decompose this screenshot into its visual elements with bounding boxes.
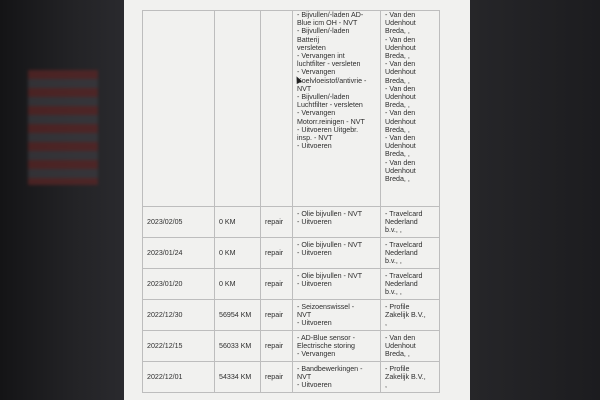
garage-cell: - Travelcard Nederland b.v., , bbox=[381, 207, 440, 238]
mileage-cell: 0 KM bbox=[215, 207, 261, 238]
garage-cell: - Van den Udenhout Breda, , - Van den Udenhout Breda, , - Van den Udenhout Breda, , - Van den Udenhout Breda, , - Van den Udenhout Breda, , - Van den Udenhout Breda, , - Van den Udenhout Breda, , bbox=[381, 11, 440, 207]
garage-cell: - Profile Zakelijk B.V., , bbox=[381, 300, 440, 331]
blurred-flag-background bbox=[28, 70, 98, 185]
type-cell: repair bbox=[261, 238, 293, 269]
garage-cell: - Travelcard Nederland b.v., , bbox=[381, 269, 440, 300]
mileage-cell: 0 KM bbox=[215, 269, 261, 300]
date-cell: 2023/02/05 bbox=[143, 207, 215, 238]
date-cell: 2022/12/01 bbox=[143, 362, 215, 393]
photo-backdrop-right bbox=[470, 0, 600, 400]
type-cell: repair bbox=[261, 269, 293, 300]
date-cell: 2022/12/15 bbox=[143, 331, 215, 362]
garage-cell: - Travelcard Nederland b.v., , bbox=[381, 238, 440, 269]
activities-cell: - Bijvullen/-laden AD- Blue icm OH - NVT - Bijvullen/-laden Batterij versleten - Vervangen int luchtfilter - versleten - Vervangen Koelvloeistof/antivrie - NVT - Bijvullen/-laden Luchtfilter - versleten - Vervangen Motorr.reinigen - NVT - Uitvoeren Uitgebr. insp. - NVT - Uitvoeren bbox=[293, 11, 381, 207]
table-row bbox=[143, 11, 440, 207]
type-cell: repair bbox=[261, 207, 293, 238]
activities-cell: - Olie bijvullen - NVT - Uitvoeren bbox=[293, 207, 381, 238]
mileage-cell: 0 KM bbox=[215, 238, 261, 269]
date-cell: 2022/12/30 bbox=[143, 300, 215, 331]
table-row bbox=[143, 300, 440, 331]
date-cell bbox=[143, 11, 215, 207]
mileage-cell: 56954 KM bbox=[215, 300, 261, 331]
activities-cell: - Olie bijvullen - NVT - Uitvoeren bbox=[293, 269, 381, 300]
table-row bbox=[143, 269, 440, 300]
date-cell: 2023/01/24 bbox=[143, 238, 215, 269]
photo-backdrop-left bbox=[0, 0, 125, 400]
table-row bbox=[143, 207, 440, 238]
activities-cell: - Bandbewerkingen - NVT - Uitvoeren bbox=[293, 362, 381, 393]
table-row bbox=[143, 331, 440, 362]
garage-cell: - Van den Udenhout Breda, , bbox=[381, 331, 440, 362]
table-row bbox=[143, 238, 440, 269]
type-cell: repair bbox=[261, 300, 293, 331]
mileage-cell: 56033 KM bbox=[215, 331, 261, 362]
mileage-cell: 54334 KM bbox=[215, 362, 261, 393]
date-cell: 2023/01/20 bbox=[143, 269, 215, 300]
monitor-screen bbox=[124, 0, 470, 400]
type-cell bbox=[261, 11, 293, 207]
activities-cell: - Seizoenswissel - NVT - Uitvoeren bbox=[293, 300, 381, 331]
garage-cell: - Profile Zakelijk B.V., , bbox=[381, 362, 440, 393]
service-history-table bbox=[142, 10, 440, 393]
activities-cell: - AD-Blue sensor - Electrische storing - Vervangen bbox=[293, 331, 381, 362]
activities-cell: - Olie bijvullen - NVT - Uitvoeren bbox=[293, 238, 381, 269]
type-cell: repair bbox=[261, 331, 293, 362]
type-cell: repair bbox=[261, 362, 293, 393]
table-row bbox=[143, 362, 440, 393]
mileage-cell bbox=[215, 11, 261, 207]
